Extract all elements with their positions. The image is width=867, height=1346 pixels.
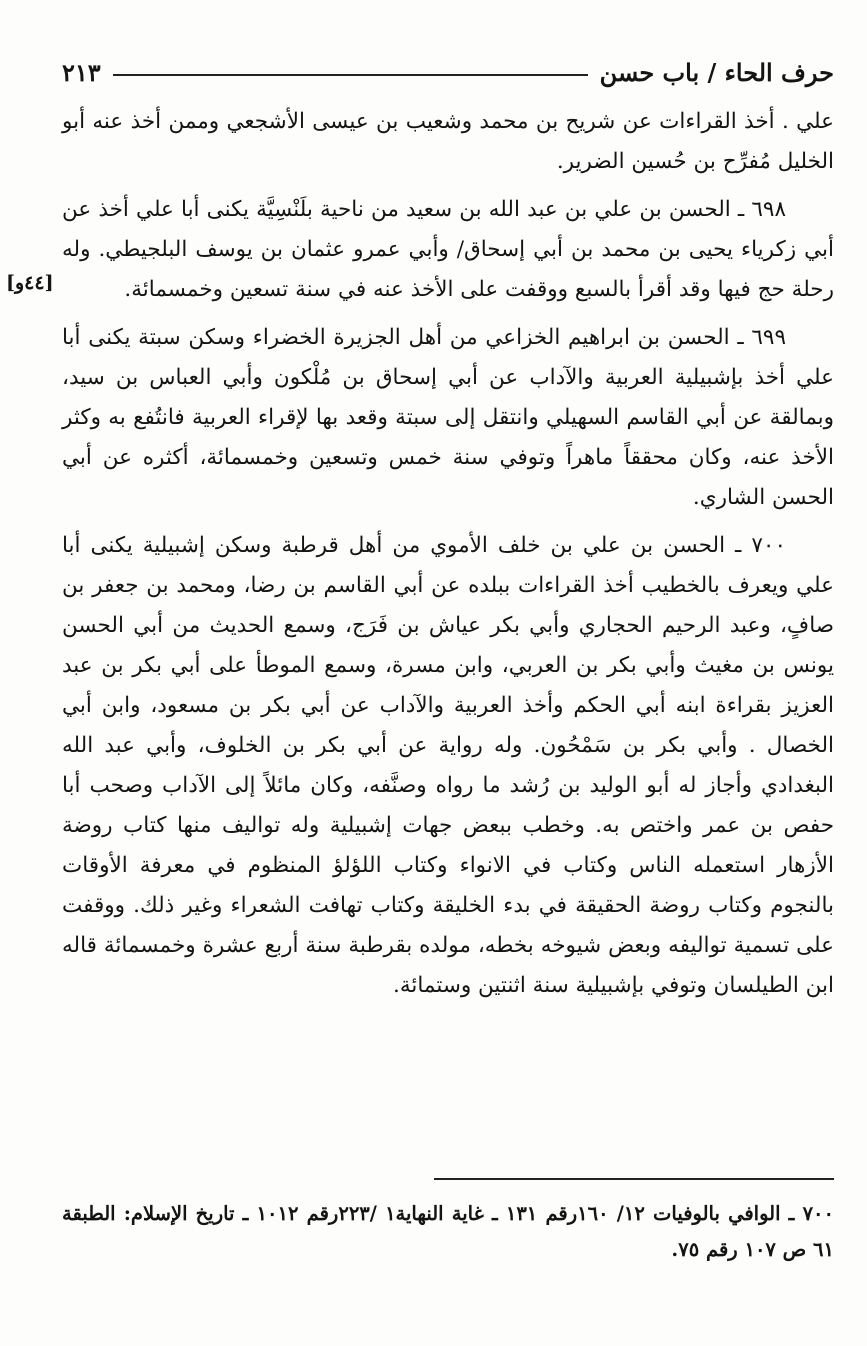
manuscript-folio-note: [٤٤و]	[6, 272, 54, 294]
book-page	[6, 52, 834, 1302]
page-number: ٢١٣	[62, 57, 101, 87]
paragraph-continuation: علي . أخذ القراءات عن شريح بن محمد وشعيب بن عيسى الأشجعي وممن أخذ عنه أبو الخليل مُفرِّح بن حُسين الضرير.	[62, 109, 834, 174]
footnote-divider	[434, 1178, 834, 1180]
entry-698: ٦٩٨ ـ الحسن بن علي بن عبد الله بن سعيد من ناحية بلَنْسِيَّة يكنى أبا علي أخذ عن أبي زكرياء يحيى بن محمد بن أبي إسحاق/ وأبي عمرو عثمان بن يوسف البلجيطي. وله رحلة حج فيها وقد أقرأ بالسبع ووقفت على الأخذ عنه في سنة تسعين وخمسمائة.	[62, 197, 834, 302]
main-text	[62, 102, 834, 1006]
header-rule	[113, 74, 588, 76]
entry-699: ٦٩٩ ـ الحسن بن ابراهيم الخزاعي من أهل الجزيرة الخضراء وسكن سبتة يكنى أبا علي أخذ بإشبيلية العربية والآداب عن أبي إسحاق بن مُلْكون وأبي العباس بن سيد، وبمالقة عن أبي القاسم السهيلي وانتقل إلى سبتة وقعد بها لإقراء العربية فانتُفع به وكثر الأخذ عنه، وكان محققاً ماهراً وتوفي سنة خمس وتسعين وخمسمائة، أكثره عن أبي الحسن الشاري.	[62, 325, 834, 510]
chapter-title: حرف الحاء / باب حسن	[599, 57, 834, 87]
running-header	[62, 52, 834, 92]
entry-700: ٧٠٠ ـ الحسن بن علي بن خلف الأموي من أهل قرطبة وسكن إشبيلية يكنى أبا علي ويعرف بالخطيب أخذ القراءات ببلده عن أبي القاسم بن رضا، ومحمد بن جعفر بن صافٍ، وعبد الرحيم الحجاري وأبي بكر عياش بن فَرَج، وسمع الحديث من أبي الحسن يونس بن مغيث وأبي بكر بن العربي، وابن مسرة، وسمع الموطأ على أبي بكر بن عبد العزيز بقراءة ابنه أبي الحكم وأخذ العربية والآداب عن أبي بكر بن مسعود، وابن أبي الخصال . وأبي بكر بن سَمْحُون. وله رواية عن أبي بكر بن الخلوف، وأبي عبد الله البغدادي وأجاز له أبو الوليد بن رُشد ما رواه وصنَّفه، وكان مائلاً إلى الآداب وصحب أبا حفص بن عمر واختص به. وخطب ببعض جهات إشبيلية وله تواليف منها كتاب روضة الأزهار استعمله الناس وكتاب في الانواء وكتاب اللؤلؤ المنظوم في معرفة الأوقات بالنجوم وكتاب روضة الحقيقة في بدء الخليقة وكتاب تهافت الشعراء وغير ذلك. ووقفت على تسمية تواليفه وبعض شيوخه بخطه، مولده بقرطبة سنة أربع عشرة وخمسمائة قاله ابن الطيلسان وتوفي بإشبيلية سنة اثنتين وستمائة.	[62, 533, 834, 998]
footnote: ٧٠٠ ـ الوافي بالوفيات ١٢/ ١٦٠رقم ١٣١ ـ غاية النهاية١ /٢٢٣رقم ١٠١٢ ـ تاريخ الإسلام: الطبقة ٦١ ص ١٠٧ رقم ٧٥.	[62, 1202, 834, 1261]
